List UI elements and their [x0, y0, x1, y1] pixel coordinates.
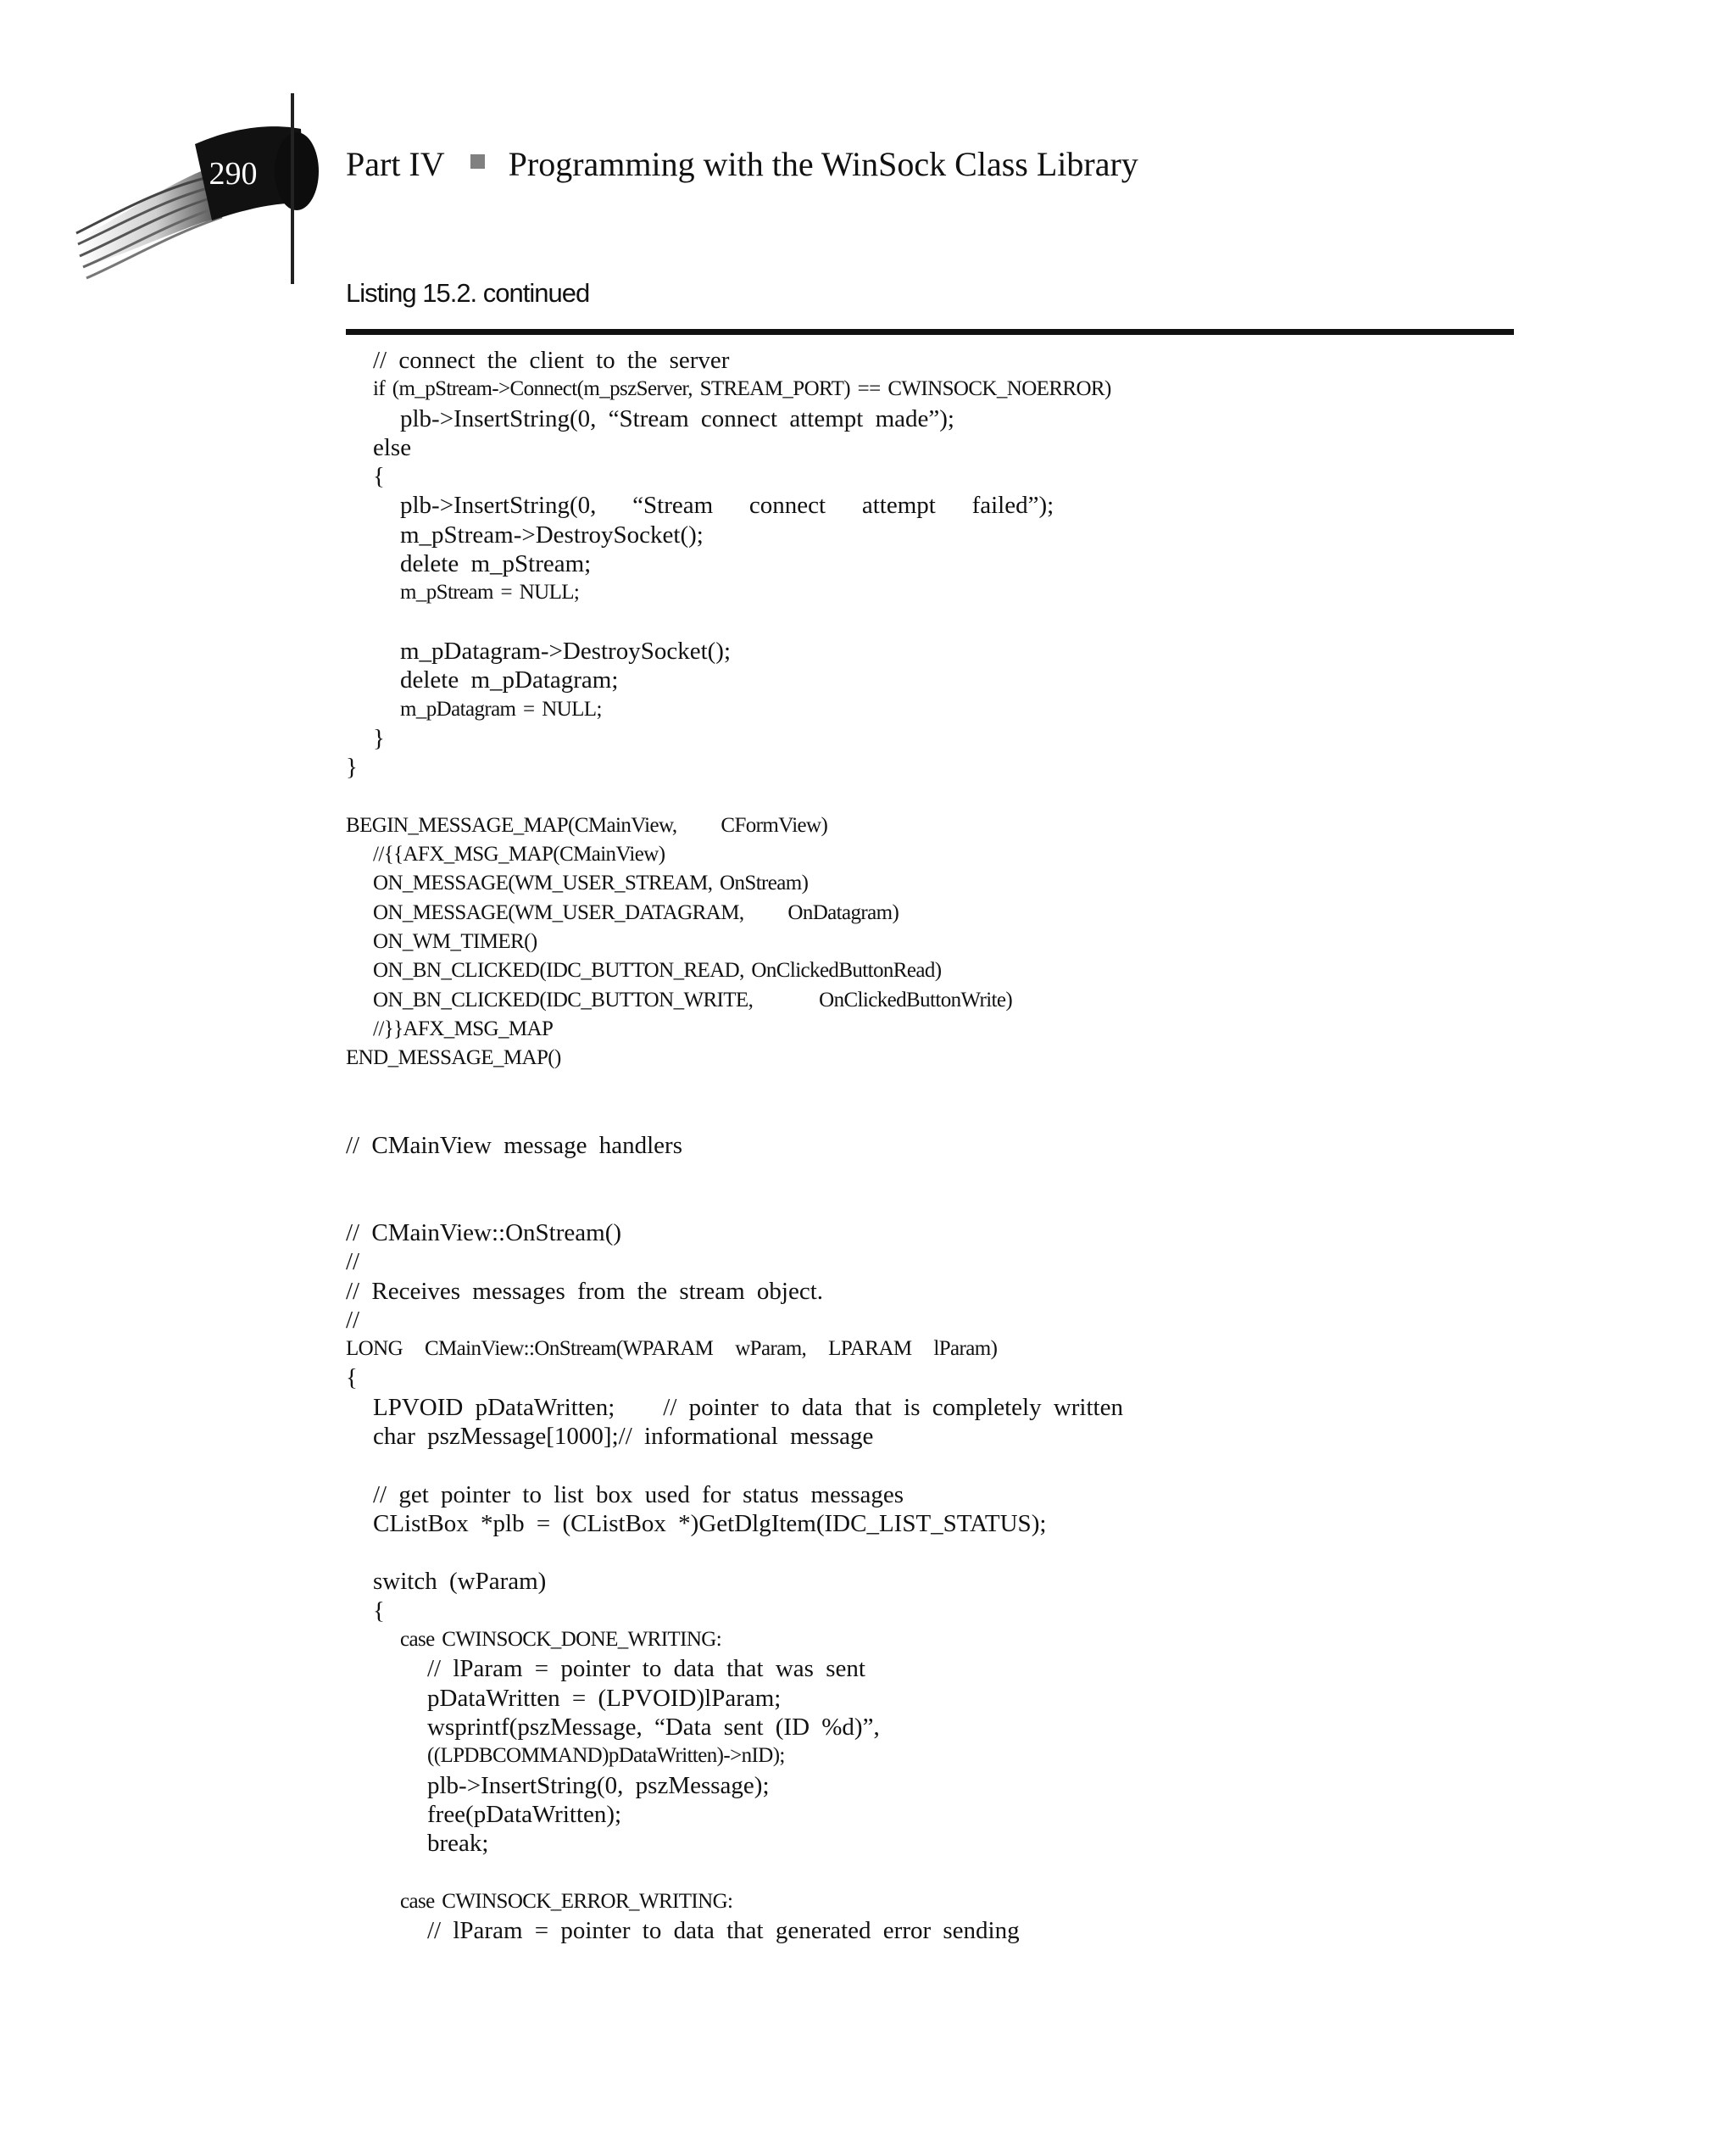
code-line: ON_BN_CLICKED(IDC_BUTTON_READ, OnClickedButtonRead) — [373, 959, 942, 983]
code-line: ON_MESSAGE(WM_USER_DATAGRAM, OnDatagram) — [373, 900, 899, 924]
code-line: switch (wParam) — [373, 1568, 547, 1596]
code-line: case CWINSOCK_DONE_WRITING: — [400, 1628, 722, 1652]
code-line — [346, 1538, 1533, 1567]
code-line: wsprintf(pszMessage, “Data sent (ID %d)”, — [427, 1713, 880, 1741]
code-line: CListBox *plb = (CListBox *)GetDlgItem(IDC_LIST_STATUS); — [373, 1509, 1047, 1537]
code-line: plb->InsertString(0, “Stream connect attempt failed”); — [400, 492, 1054, 520]
code-line: END_MESSAGE_MAP() — [346, 1046, 561, 1070]
running-head — [346, 144, 1138, 184]
code-line: delete m_pStream; — [400, 550, 592, 578]
code-listing — [346, 346, 1533, 1945]
part-label: Part IV — [346, 145, 445, 183]
code-line: // CMainView::OnStream() — [346, 1218, 622, 1246]
code-line: { — [373, 1597, 385, 1625]
code-line: ON_BN_CLICKED(IDC_BUTTON_WRITE, OnClickedButtonWrite) — [373, 988, 1013, 1012]
code-line: else — [373, 433, 412, 461]
code-line: if (m_pStream->Connect(m_pszServer, STREAM_PORT) == CWINSOCK_NOERROR) — [373, 377, 1111, 401]
page-number: 290 — [209, 156, 258, 192]
code-line: // — [346, 1306, 360, 1334]
code-line — [346, 1102, 1533, 1131]
code-line: //}}AFX_MSG_MAP — [373, 1017, 554, 1040]
page-ornament-image — [68, 93, 322, 297]
code-line: m_pDatagram->DestroySocket(); — [400, 637, 732, 665]
code-line: } — [373, 724, 385, 752]
code-line — [346, 1190, 1533, 1218]
code-line: m_pStream->DestroySocket(); — [400, 521, 704, 549]
code-line: m_pStream = NULL; — [400, 581, 580, 605]
code-line: m_pDatagram = NULL; — [400, 697, 602, 721]
code-line: // connect the client to the server — [373, 347, 730, 374]
code-line — [346, 782, 1533, 811]
code-line: // lParam = pointer to data that was sent — [427, 1655, 865, 1683]
code-line — [346, 1858, 1533, 1887]
chapter-title: Programming with the WinSock Class Library — [508, 145, 1138, 183]
code-line: // lParam = pointer to data that generated error sending — [427, 1917, 1020, 1945]
code-line: // Receives messages from the stream object. — [346, 1277, 824, 1305]
code-line — [346, 1073, 1533, 1101]
code-line: LONG CMainView::OnStream(WPARAM wParam, LPARAM lParam) — [346, 1337, 998, 1361]
code-line: free(pDataWritten); — [427, 1800, 622, 1828]
code-line: pDataWritten = (LPVOID)lParam; — [427, 1684, 782, 1712]
code-line: LPVOID pDataWritten; // pointer to data that is completely written — [373, 1393, 1123, 1421]
code-line: ON_MESSAGE(WM_USER_STREAM, OnStream) — [373, 872, 809, 895]
square-bullet-icon — [470, 154, 485, 169]
listing-rule — [346, 329, 1514, 335]
code-line: { — [346, 1364, 358, 1392]
code-line — [346, 1451, 1533, 1480]
code-line: ((LPDBCOMMAND)pDataWritten)->nID); — [427, 1744, 785, 1768]
code-line: break; — [427, 1830, 489, 1858]
listing-caption: Listing 15.2. continued — [346, 278, 590, 308]
code-line — [346, 1160, 1533, 1189]
code-line: delete m_pDatagram; — [400, 666, 619, 694]
code-line: // CMainView message handlers — [346, 1132, 682, 1160]
code-line: BEGIN_MESSAGE_MAP(CMainView, CFormView) — [346, 813, 828, 837]
code-line: { — [373, 463, 385, 491]
code-line: // get pointer to list box used for status messages — [373, 1480, 904, 1508]
code-line: plb->InsertString(0, “Stream connect attempt made”); — [400, 404, 954, 432]
code-line: plb->InsertString(0, pszMessage); — [427, 1771, 770, 1799]
code-line: //{{AFX_MSG_MAP(CMainView) — [373, 843, 665, 867]
code-line: char pszMessage[1000];// informational message — [373, 1422, 874, 1450]
code-line: // — [346, 1248, 360, 1276]
code-line — [346, 608, 1533, 637]
code-line: ON_WM_TIMER() — [373, 929, 537, 953]
code-line: } — [346, 754, 358, 782]
code-line: case CWINSOCK_ERROR_WRITING: — [400, 1889, 733, 1913]
